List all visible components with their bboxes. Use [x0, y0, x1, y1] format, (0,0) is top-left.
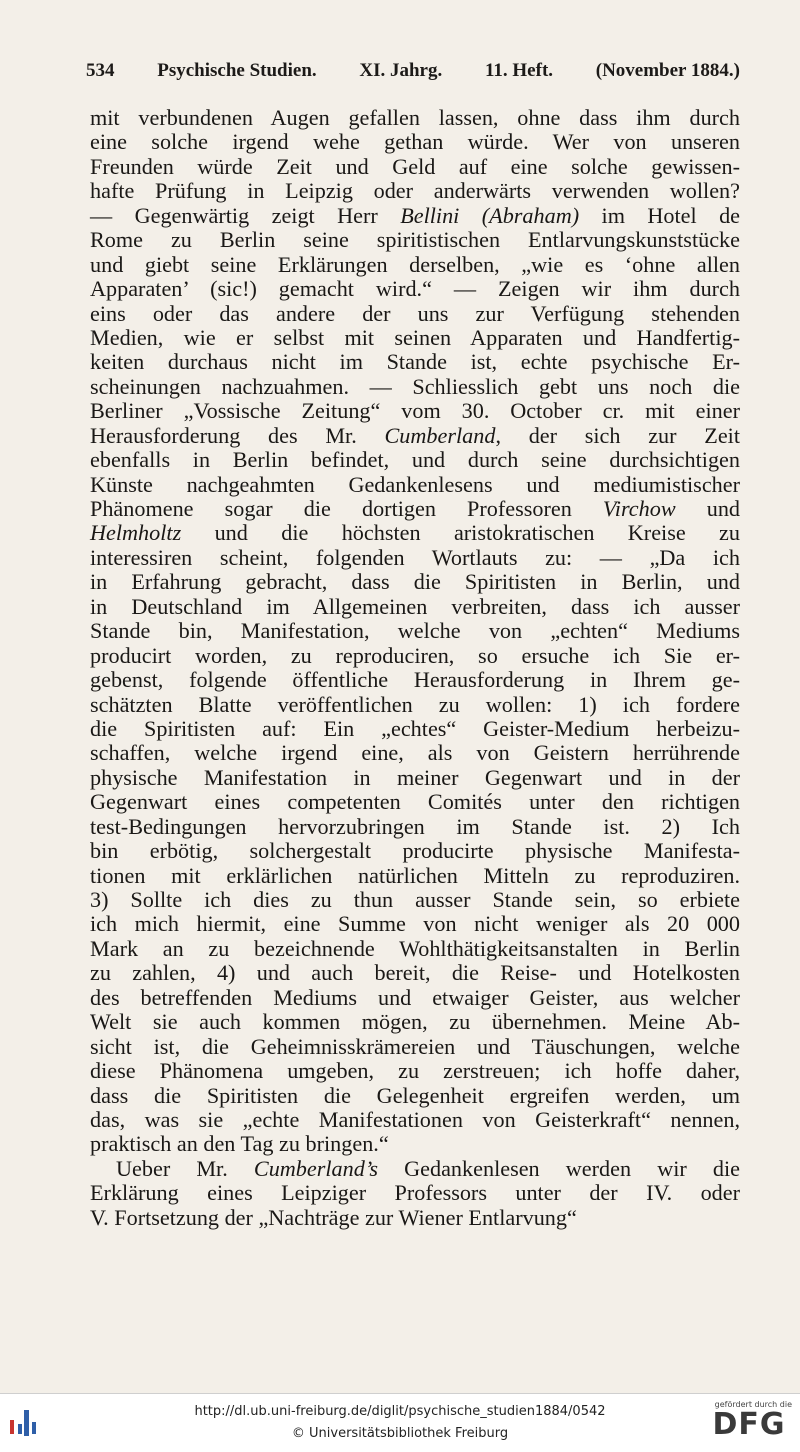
text-segment: Medien, wie er selbst mit seinen Apparaten und Handfertig-	[90, 324, 740, 350]
text-line	[90, 644, 740, 668]
text-segment: keiten durchaus nicht im Stande ist, echte psychische Er-	[90, 349, 740, 375]
text-line	[90, 888, 740, 912]
text-segment: bin erbötig, solchergestalt producirte physische Manifesta-	[90, 838, 740, 864]
text-segment: Rome zu Berlin seine spiritistischen Entlarvungskunststücke	[90, 227, 740, 253]
text-segment: das, was sie „echte Manifestationen von Geisterkraft“ nennen,	[90, 1106, 740, 1132]
text-segment: eins oder das andere der uns zur Verfügung stehenden	[90, 300, 740, 326]
text-line	[90, 253, 740, 277]
text-segment: und	[675, 496, 741, 521]
text-segment: Künste nachgeahmten Gedankenlesens und mediumistischer	[90, 471, 740, 497]
text-line	[90, 448, 740, 472]
text-segment: und die höchsten aristokratischen Kreise zu	[181, 520, 740, 546]
text-line	[90, 130, 740, 154]
running-header	[86, 60, 740, 82]
text-line	[90, 350, 740, 374]
text-segment: zu zahlen, 4) und auch bereit, die Reise- und Hotelkosten	[90, 960, 740, 986]
text-segment: Erklärung eines Leipziger Professors unter der IV. oder	[90, 1180, 740, 1206]
text-segment: Mark an zu bezeichnende Wohlthätigkeitsanstalten in Berlin	[90, 935, 740, 961]
text-line	[90, 375, 740, 399]
text-segment: 3) Sollte ich dies zu thun ausser Stande sein, so erbiete	[90, 887, 740, 912]
text-line	[90, 179, 740, 203]
text-segment: Freunden würde Zeit und Geld auf eine solche gewissen-	[90, 153, 740, 179]
text-line	[90, 595, 740, 619]
text-segment: schaffen, welche irgend eine, als von Geistern herrührende	[90, 740, 740, 766]
text-line	[90, 693, 740, 717]
text-line	[90, 766, 740, 790]
text-segment: in Deutschland im Allgemeinen verbreiten, dass ich ausser	[90, 593, 740, 619]
text-line	[90, 937, 740, 961]
text-line	[90, 717, 740, 741]
article-body	[90, 106, 740, 1230]
text-line	[90, 986, 740, 1010]
text-line	[90, 302, 740, 326]
text-line	[90, 1157, 740, 1181]
dfg-wordmark: DFG	[712, 1407, 786, 1442]
text-line	[90, 106, 740, 130]
issue-date: (November 1884.)	[595, 60, 740, 81]
text-line	[90, 790, 740, 814]
text-segment: Phänomene sogar die dortigen Professoren	[90, 496, 603, 521]
text-segment: Gedankenlesen werden wir die	[378, 1155, 740, 1181]
italic-name: Bellini (Abraham)	[400, 202, 580, 228]
source-url[interactable]: http://dl.ub.uni-freiburg.de/diglit/psychische_studien1884/0542	[194, 1404, 606, 1419]
text-segment: Apparaten’ (sic!) gemacht wird.“ — Zeigen wir ihm durch	[90, 276, 740, 302]
viewer-footer	[0, 1393, 800, 1452]
text-line	[90, 839, 740, 863]
text-line	[90, 399, 740, 423]
text-line	[90, 1084, 740, 1108]
text-segment: tionen mit erklärlichen natürlichen Mitteln zu reproduziren.	[90, 862, 740, 888]
text-line	[90, 204, 740, 228]
journal-title: Psychische Studien.	[157, 60, 317, 81]
text-segment: mit verbundenen Augen gefallen lassen, ohne dass ihm durch	[90, 105, 740, 130]
text-line	[90, 815, 740, 839]
text-line	[90, 570, 740, 594]
text-line	[90, 326, 740, 350]
text-line	[90, 1035, 740, 1059]
text-line	[90, 521, 740, 545]
text-segment: in Erfahrung gebracht, dass die Spiritisten in Berlin, und	[90, 569, 740, 595]
text-segment: Welt sie auch kommen mögen, zu übernehmen. Meine Ab-	[90, 1009, 740, 1035]
text-segment: hafte Prüfung in Leipzig oder anderwärts verwenden wollen?	[90, 178, 740, 204]
text-segment: Berliner „Vossische Zeitung“ vom 30. October cr. mit einer	[90, 398, 740, 424]
text-segment: Herausforderung des Mr.	[90, 422, 385, 448]
text-line	[90, 277, 740, 301]
text-line	[90, 912, 740, 936]
text-segment: physische Manifestation in meiner Gegenwart und in der	[90, 764, 740, 790]
italic-name: Helmholtz	[90, 520, 182, 546]
text-line	[90, 668, 740, 692]
text-segment: Ueber Mr.	[116, 1155, 254, 1181]
text-line	[90, 1206, 740, 1230]
issue-number: 11. Heft.	[484, 60, 554, 81]
copyright-notice: © Universitätsbibliothek Freiburg	[291, 1426, 509, 1441]
text-segment: ich mich hiermit, eine Summe von nicht weniger als 20 000	[90, 911, 740, 937]
text-segment: praktisch an den Tag zu bringen.“	[90, 1131, 389, 1157]
text-segment: des betreffenden Mediums und etwaiger Geister, aus welcher	[90, 984, 740, 1010]
page-number: 534	[86, 60, 115, 81]
text-segment: schätzten Blatte veröffentlichen zu wollen: 1) ich fordere	[90, 691, 740, 717]
text-line	[90, 1108, 740, 1132]
italic-name: Cumberland’s	[253, 1155, 378, 1181]
text-line	[90, 155, 740, 179]
text-segment: gebenst, folgende öffentliche Herausforderung in Ihrem ge-	[90, 667, 740, 693]
text-line	[90, 424, 740, 448]
volume-year: XI. Jahrg.	[359, 60, 443, 81]
text-line	[90, 1059, 740, 1083]
text-line	[90, 619, 740, 643]
text-segment: dass die Spiritisten die Gelegenheit ergreifen werden, um	[90, 1082, 740, 1108]
text-segment: ebenfalls in Berlin befindet, und durch seine durchsichtigen	[90, 447, 740, 473]
text-segment: producirt worden, zu reproduciren, so ersuche ich Sie er-	[90, 642, 740, 668]
text-line	[90, 228, 740, 252]
text-line	[90, 1181, 740, 1205]
text-segment: die Spiritisten auf: Ein „echtes“ Geister-Medium herbeizu-	[90, 715, 740, 741]
text-line	[90, 741, 740, 765]
text-segment: interessiren scheint, folgenden Wortlauts zu: — „Da ich	[90, 544, 740, 570]
text-segment: Stande bin, Manifestation, welche von „echten“ Mediums	[90, 618, 740, 644]
text-line	[90, 961, 740, 985]
text-segment: scheinungen nachzuahmen. — Schliesslich gebt uns noch die	[90, 373, 740, 399]
text-line	[90, 1132, 740, 1156]
text-line	[90, 1010, 740, 1034]
text-segment: test-Bedingungen hervorzubringen im Stande ist. 2) Ich	[90, 813, 740, 839]
text-segment: sicht ist, die Geheimnisskrämereien und Täuschungen, welche	[90, 1033, 740, 1059]
dfg-tagline: gefördert durch die	[714, 1400, 792, 1409]
text-segment: eine solche irgend wehe gethan würde. Wer von unseren	[90, 129, 740, 155]
text-line	[90, 546, 740, 570]
italic-name: Virchow	[602, 496, 676, 521]
text-segment: diese Phänomena umgeben, zu zerstreuen; ich hoffe daher,	[90, 1058, 740, 1084]
text-segment: und giebt seine Erklärungen derselben, „wie es ‘ohne allen	[90, 251, 740, 277]
text-segment: im Hotel de	[579, 202, 741, 228]
text-line	[90, 497, 740, 521]
text-segment: V. Fortsetzung der „Nachträge zur Wiener Entlarvung“	[90, 1204, 577, 1230]
text-segment: — Gegenwärtig zeigt Herr	[90, 202, 401, 228]
text-line	[90, 473, 740, 497]
text-segment: , der sich zur Zeit	[495, 422, 740, 448]
text-segment: Gegenwart eines competenten Comités unter den richtigen	[90, 789, 740, 815]
dfg-logo[interactable]	[706, 1400, 792, 1441]
text-line	[90, 864, 740, 888]
italic-name: Cumberland	[384, 422, 496, 448]
